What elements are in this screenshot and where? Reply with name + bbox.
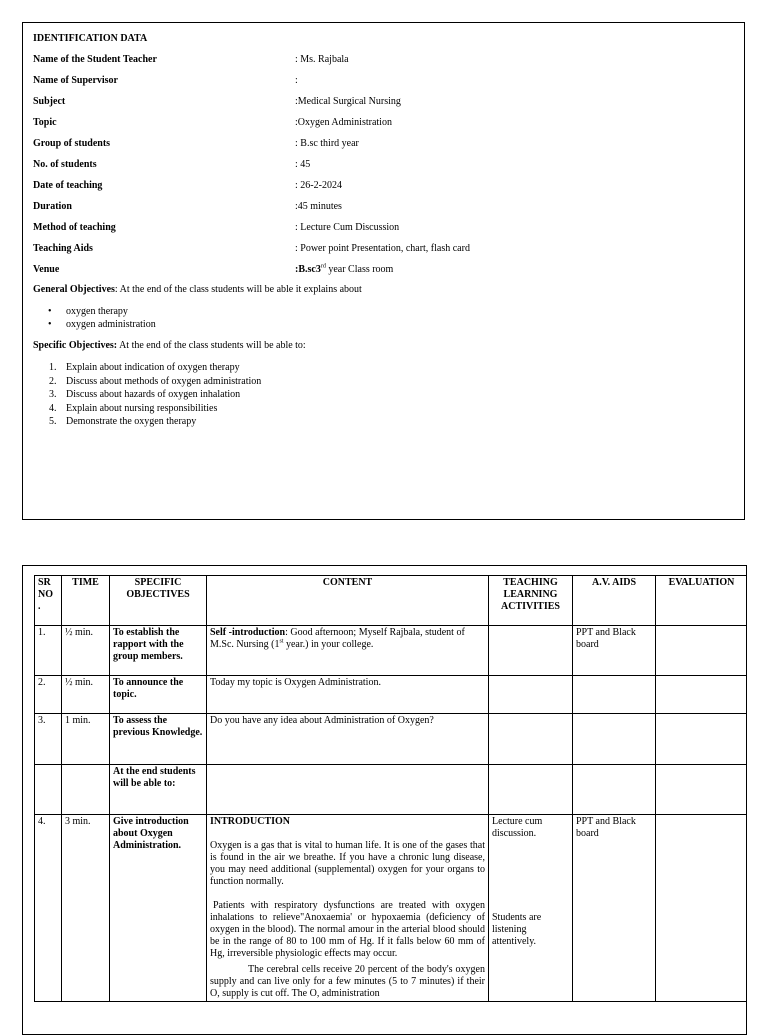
cell-activities — [489, 714, 573, 765]
content-paragraph: The cerebral cells receive 20 percent of the body's oxygen supply and can live only for a few minutes (5 to 7 minutes) if their O, supply is cut off. The O, administration — [210, 964, 485, 999]
cell-objective: At the end students will be able to: — [110, 765, 207, 815]
cell-av-aids: PPT and Black board — [573, 815, 656, 1002]
lesson-plan-table — [34, 575, 747, 1002]
id-value: : Power point Presentation, chart, flash card — [295, 243, 470, 254]
cell-content — [207, 815, 489, 1002]
id-label: Date of teaching — [33, 180, 103, 191]
content-paragraph: Patients with respiratory dysfunctions are treated with oxygen inhalations to relieve"Anoxaemia' or hypoxaemia (deficiency of oxygen in the blood). The normal amour in the arterial blood should be in the range of 80 to 100 mm of Hg. If it falls below 60 mm of Hg, irreversible physiologic effects may occur. — [210, 900, 485, 959]
cell-av-aids — [573, 676, 656, 714]
cell-objective: To establish the rapport with the group members. — [110, 626, 207, 676]
activity-text: Students are listening attentively. — [492, 912, 542, 947]
id-label: Name of Supervisor — [33, 75, 118, 86]
id-label: No. of students — [33, 159, 97, 170]
table-row — [35, 815, 748, 1002]
id-value: : Ms. Rajbala — [295, 54, 349, 65]
id-value: : B.sc third year — [295, 138, 359, 149]
list-item: • oxygen administration — [66, 318, 156, 331]
list-item: 5. Demonstrate the oxygen therapy — [49, 416, 197, 427]
cell-sr — [35, 765, 62, 815]
general-objectives-list — [33, 305, 156, 331]
list-item: 1. Explain about indication of oxygen therapy — [49, 362, 240, 373]
content-heading: INTRODUCTION — [210, 816, 291, 827]
id-value: : Lecture Cum Discussion — [295, 222, 400, 233]
lesson-plan-box — [22, 565, 747, 1035]
cell-content: Self -introduction: Good afternoon; Myself Rajbala, student of M.Sc. Nursing (1st year.) in your college. — [207, 626, 489, 676]
cell-time: 1 min. — [62, 714, 110, 765]
cell-activities — [489, 676, 573, 714]
id-value: :Medical Surgical Nursing — [295, 96, 401, 107]
specific-objectives: Specific Objectives: At the end of the class students will be able to: — [33, 340, 306, 351]
table-header-row — [35, 576, 748, 626]
id-label: Method of teaching — [33, 222, 116, 233]
id-value: :B.sc3rd year Class room — [295, 263, 394, 275]
header-specific-objectives: SPECIFIC OBJECTIVES — [110, 576, 207, 626]
cell-activities — [489, 815, 573, 1002]
id-value: : — [295, 75, 298, 86]
specific-objectives-list — [33, 361, 261, 429]
cell-sr: 1. — [35, 626, 62, 676]
cell-activities — [489, 626, 573, 676]
list-item: • oxygen therapy — [66, 305, 156, 318]
cell-av-aids: PPT and Black board — [573, 626, 656, 676]
id-label: Duration — [33, 201, 72, 212]
cell-av-aids — [573, 714, 656, 765]
list-item: 4. Explain about nursing responsibilities — [49, 402, 218, 414]
cell-content: Do you have any idea about Administration of Oxygen? — [207, 714, 489, 765]
identification-box — [22, 22, 745, 520]
cell-evaluation — [656, 714, 748, 765]
cell-evaluation — [656, 676, 748, 714]
cell-sr: 3. — [35, 714, 62, 765]
cell-objective: To assess the previous Knowledge. — [110, 714, 207, 765]
header-av-aids: A.V. AIDS — [573, 576, 656, 626]
id-label: Name of the Student Teacher — [33, 54, 157, 65]
header-evaluation: EVALUATION — [656, 576, 748, 626]
content-paragraph: Oxygen is a gas that is vital to human life. It is one of the gases that is found in the air we breathe. If you have a chronic lung disease, you may need additional (supplemental) oxygen for your organs to function normally. — [210, 840, 485, 887]
id-label: Teaching Aids — [33, 243, 93, 254]
cell-evaluation — [656, 626, 748, 676]
cell-objective: To announce the topic. — [110, 676, 207, 714]
cell-time — [62, 765, 110, 815]
id-label: Venue — [33, 264, 60, 275]
general-objectives: General Objectives: At the end of the class students will be able it explains about — [33, 284, 362, 295]
table-row — [35, 714, 748, 765]
id-value: :Oxygen Administration — [295, 117, 392, 128]
id-label: Group of students — [33, 138, 111, 149]
table-row — [35, 626, 748, 676]
cell-time: 3 min. — [62, 815, 110, 1002]
activity-text: Lecture cum discussion. — [492, 816, 543, 839]
list-item: 2. Discuss about methods of oxygen administration — [49, 375, 262, 387]
table-row — [35, 765, 748, 815]
cell-content: Today my topic is Oxygen Administration. — [207, 676, 489, 714]
cell-evaluation — [656, 765, 748, 815]
cell-sr: 2. — [35, 676, 62, 714]
cell-time: ½ min. — [62, 676, 110, 714]
list-item: 3. Discuss about hazards of oxygen inhalation — [49, 389, 241, 400]
id-value: : 26-2-2024 — [295, 180, 342, 191]
id-value: : 45 — [295, 159, 311, 170]
id-label: Topic — [33, 117, 57, 128]
cell-content — [207, 765, 489, 815]
header-time: TIME — [62, 576, 110, 626]
cell-activities — [489, 765, 573, 815]
identification-heading: IDENTIFICATION DATA — [33, 33, 148, 44]
cell-objective: Give introduction about Oxygen Administration. — [110, 815, 207, 1002]
table-row — [35, 676, 748, 714]
cell-evaluation — [656, 815, 748, 1002]
id-label: Subject — [33, 96, 66, 107]
cell-sr: 4. — [35, 815, 62, 1002]
cell-av-aids — [573, 765, 656, 815]
cell-time: ½ min. — [62, 626, 110, 676]
id-value: :45 minutes — [295, 201, 342, 212]
header-teaching-learning-activities: TEACHING LEARNING ACTIVITIES — [489, 576, 573, 626]
header-content: CONTENT — [207, 576, 489, 626]
header-sr-no: SR NO . — [35, 576, 62, 626]
